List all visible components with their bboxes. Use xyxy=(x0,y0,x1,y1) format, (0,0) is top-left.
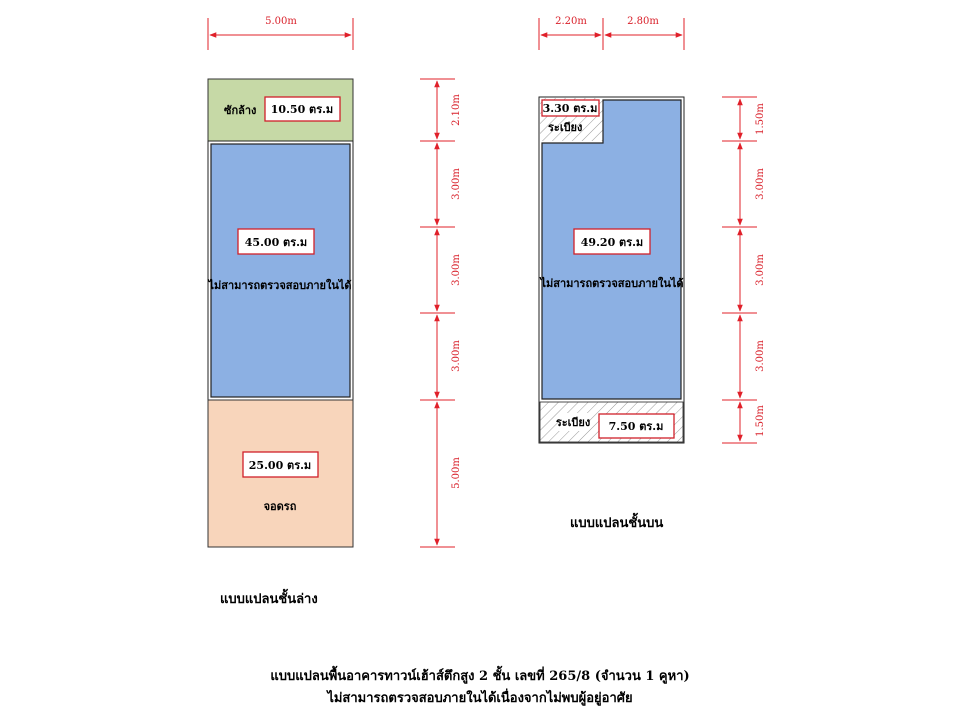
upper-floor-caption: แบบแปลนชั้นบน xyxy=(570,516,664,531)
ground-dim-1: 2.10m xyxy=(451,94,462,126)
upper-dim-3: 3.00m xyxy=(755,254,766,286)
ground-side-dimension xyxy=(420,79,455,547)
ground-width-label: 5.00m xyxy=(265,16,297,27)
ground-main-note: ไม่สามารถตรวจสอบภายในได้ xyxy=(208,279,352,292)
ground-dim-2: 3.00m xyxy=(451,168,462,200)
upper-floor-plan xyxy=(538,16,766,443)
upper-dim-5: 1.50m xyxy=(755,405,766,437)
wash-room-area: 10.50 ตร.ม xyxy=(270,103,334,116)
upper-dim-2: 3.00m xyxy=(755,168,766,200)
upper-main-area: 49.20 ตร.ม xyxy=(580,236,644,249)
upper-width-right-label: 2.80m xyxy=(627,16,659,27)
front-balcony-area: 3.30 ตร.ม xyxy=(542,102,598,115)
ground-dim-5: 5.00m xyxy=(451,457,462,489)
parking-area-value: 25.00 ตร.ม xyxy=(248,459,312,472)
upper-side-dimension xyxy=(722,97,757,443)
parking-name: จอดรถ xyxy=(263,500,297,513)
front-balcony-name: ระเบียง xyxy=(548,121,583,134)
footer-title: แบบแปลนพื้นอาคารทาวน์เฮ้าส์ตึกสูง 2 ชั้น เลขที่ 265/8 (จำนวน 1 คูหา) xyxy=(270,669,690,684)
ground-dim-4: 3.00m xyxy=(451,340,462,372)
rear-balcony-area: 7.50 ตร.ม xyxy=(608,420,664,433)
ground-floor-plan xyxy=(206,16,462,547)
upper-width-left-label: 2.20m xyxy=(555,16,587,27)
rear-balcony-name: ระเบียง xyxy=(555,416,591,429)
ground-main-area: 45.00 ตร.ม xyxy=(244,236,308,249)
wash-room-name: ซักล้าง xyxy=(224,104,257,117)
ground-main-room xyxy=(211,144,350,397)
upper-main-note: ไม่สามารถตรวจสอบภายในได้ xyxy=(540,277,684,290)
ground-floor-caption: แบบแปลนชั้นล่าง xyxy=(220,592,318,607)
upper-dim-1: 1.50m xyxy=(755,103,766,135)
footer-note: ไม่สามารถตรวจสอบภายในได้เนื่องจากไม่พบผู้อยู่อาศัย xyxy=(327,691,633,706)
ground-dim-3: 3.00m xyxy=(451,254,462,286)
upper-dim-4: 3.00m xyxy=(755,340,766,372)
